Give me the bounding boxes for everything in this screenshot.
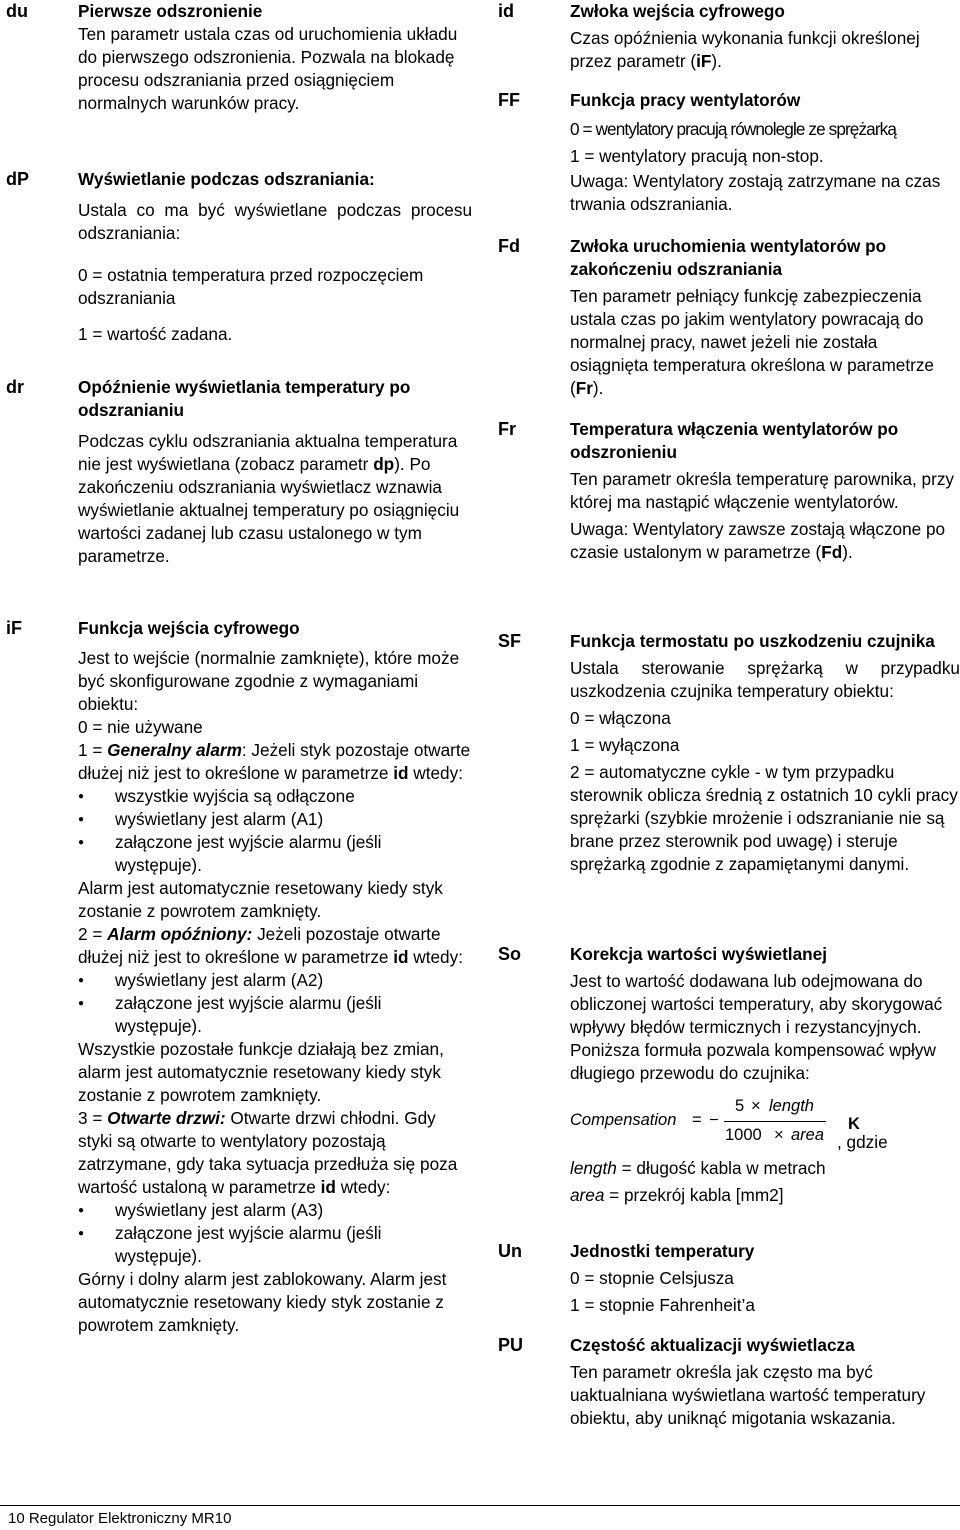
param-code: So [498,944,522,964]
param-if [6,617,472,1337]
variable-definition: length = długość kabla w metrach [570,1158,826,1178]
param-note: Alarm jest automatycznie resetowany kiedy styk zostanie z powrotem zamknięty. [78,878,443,921]
bullet-list [78,785,472,877]
list-item: ● załączone jest wyjście alarmu (jeśli występuje). [78,831,472,877]
param-code: iF [6,618,22,638]
param-option: 2 = automatyczne cykle - w tym przypadku sterownik oblicza średnią z ostatnich 10 cykli pracy sprężarki (szybkie mrożenie i odszranianie nie są brane przez sterownik pod uwagę) i steruje sprężarką zgodnie z zapamiętanymi danymi. [570,762,958,874]
param-pu [498,1334,960,1430]
param-title: Temperatura włączenia wentylatorów po odszronieniu [570,419,899,462]
param-code: Fr [498,419,516,439]
param-option: 1 = wentylatory pracują non-stop. [570,146,824,166]
param-id [498,0,960,73]
param-description: Czas opóźnienia wykonania funkcji określonej przez parametr (iF). [570,28,920,71]
formula-minus: − [709,1111,719,1129]
param-code: PU [498,1335,524,1355]
param-option: 0 = włączona [570,708,671,728]
formula-unit: K [848,1115,860,1133]
param-description: Jest to wejście (normalnie zamknięte), które może być skonfigurowane zgodnie z wymaganiami obiektu: [78,648,460,714]
page-footer: 10 Regulator Elektroniczny MR10 [8,1510,232,1527]
param-title: Zwłoka uruchomienia wentylatorów po zakończeniu odszraniania [570,236,887,279]
param-note: Uwaga: Wentylatory zostają zatrzymane na czas trwania odszraniania. [570,171,941,214]
param-title: Zwłoka wejścia cyfrowego [570,1,785,21]
param-note: Wszystkie pozostałe funkcje działają bez zmian, alarm jest automatycznie resetowany kiedy styk zostanie z powrotem zamknięty. [78,1039,444,1105]
param-option: 1 = stopnie Fahrenheit’a [570,1295,755,1315]
param-note: Uwaga: Wentylatory zawsze zostają włączone po czasie ustalonym w parametrze (Fd). [570,519,946,562]
param-option: 2 = Alarm opóźniony: Jeżeli pozostaje otwarte dłużej niż jest to określone w parametrze id wtedy: [78,924,463,967]
variable-definition: area = przekrój kabla [mm2] [570,1185,784,1205]
param-description: Podczas cyklu odszraniania aktualna temperatura nie jest wyświetlana (zobacz parametr dp). Po zakończeniu odszraniania wyświetlacz wznawia wyświetlanie aktualnej temperatury po osiągnięciu wartości zadanej lub czasu ustalonego w tym parametrze. [78,431,460,566]
param-description: Jest to wartość dodawana lub odejmowana do obliczonej wartości temperatury, aby skorygować wpływy błędów termicznych i rezystancyjnych. Poniższa formuła pozwala kompensować wpływ długiego przewodu do czujnika: [570,971,943,1083]
param-option: 1 = Generalny alarm: Jeżeli styk pozostaje otwarte dłużej niż jest to określone w parametrze id wtedy: [78,740,471,783]
compensation-formula [570,1087,960,1152]
formula-tail: , gdzie [837,1132,888,1152]
param-description: Ten parametr pełniący funkcję zabezpieczenia ustala czas po jakim wentylatory powracają do normalnej pracy, nawet jeżeli nie została osiągnięta temperatura określona w parametrze (Fr). [570,286,934,398]
param-option: 3 = Otwarte drzwi: Otwarte drzwi chłodni. Gdy styki są otwarte to wentylatory pozostają zatrzymane, gdy taka sytuacja przedłuża się poza wartość ustaloną w parametrze id wtedy: [78,1108,458,1197]
formula-lhs: Compensation [570,1111,677,1129]
param-title: Pierwsze odszronienie [78,1,263,21]
formula-equals: = [692,1111,702,1129]
param-code: dr [6,377,24,397]
param-option: 1 = wartość zadana. [78,324,233,344]
param-option: 1 = wyłączona [570,735,680,755]
formula-denominator-area: area [791,1126,825,1144]
formula-times: × [751,1097,761,1115]
param-code: du [6,1,28,21]
param-title: Opóźnienie wyświetlania temperatury po odszranianiu [78,377,411,420]
param-code: Fd [498,236,520,256]
list-item: ● załączone jest wyjście alarmu (jeśli występuje). [78,992,472,1038]
param-fd [498,235,960,400]
param-option: 0 = nie używane [78,717,203,737]
param-code: Un [498,1241,522,1261]
param-option: 0 = ostatnia temperatura przed rozpoczęciem odszraniania [78,265,424,308]
param-description: Ustala co ma być wyświetlane podczas procesu odszraniania: [78,200,472,243]
param-title: Wyświetlanie podczas odszraniania: [78,169,375,189]
param-title: Funkcja termostatu po uszkodzeniu czujnika [570,631,935,651]
bullet-list [78,1199,472,1268]
footer-divider [0,1505,960,1506]
formula-numerator-5: 5 [735,1097,745,1115]
param-du [6,0,472,115]
param-title: Jednostki temperatury [570,1241,755,1261]
param-description: Ten parametr określa jak często ma być uaktualniana wyświetlana wartość temperatury obiektu, aby uniknąć migotania wskazania. [570,1362,926,1428]
list-item: ● wszystkie wyjścia są odłączone [78,785,472,808]
list-item: ● wyświetlany jest alarm (A1) [78,808,472,831]
list-item: ● załączone jest wyjście alarmu (jeśli występuje). [78,1222,472,1268]
param-title: Funkcja pracy wentylatorów [570,90,801,110]
list-item: ● wyświetlany jest alarm (A3) [78,1199,472,1222]
param-so [498,943,960,1207]
bullet-list [78,969,472,1038]
formula-numerator-length: length [769,1097,814,1115]
param-code: FF [498,90,520,110]
param-note: Górny i dolny alarm jest zablokowany. Alarm jest automatycznie resetowany kiedy styk zostanie z powrotem zamknięty. [78,1269,447,1335]
param-code: dP [6,169,30,189]
formula-times: × [774,1126,784,1144]
param-sf [498,630,960,876]
param-title: Funkcja wejścia cyfrowego [78,618,300,638]
param-description: Ten parametr ustala czas od uruchomienia układu do pierwszego odszronienia. Pozwala na blokadę procesu odszraniania przed osiągnięciem normalnych warunków pracy. [78,24,458,113]
param-description: Ustala sterowanie sprężarką w przypadku uszkodzenia czujnika temperatury obiektu: [570,658,960,701]
param-code: SF [498,631,522,651]
param-fr [498,418,960,564]
param-option: 0 = wentylatory pracują równolegle ze sprężarką [570,119,896,139]
param-description: Ten parametr określa temperaturę parownika, przy której ma nastąpić włączenie wentylatorów. [570,469,955,512]
param-dp [6,168,472,346]
param-option: 0 = stopnie Celsjusza [570,1268,734,1288]
fraction-line [724,1121,826,1122]
param-title: Częstość aktualizacji wyświetlacza [570,1335,855,1355]
param-code: id [498,1,514,21]
formula-denominator-1000: 1000 [725,1126,762,1144]
param-dr [6,376,472,568]
param-un [498,1240,960,1317]
list-item: ● wyświetlany jest alarm (A2) [78,969,472,992]
param-ff [498,89,960,216]
param-title: Korekcja wartości wyświetlanej [570,944,827,964]
